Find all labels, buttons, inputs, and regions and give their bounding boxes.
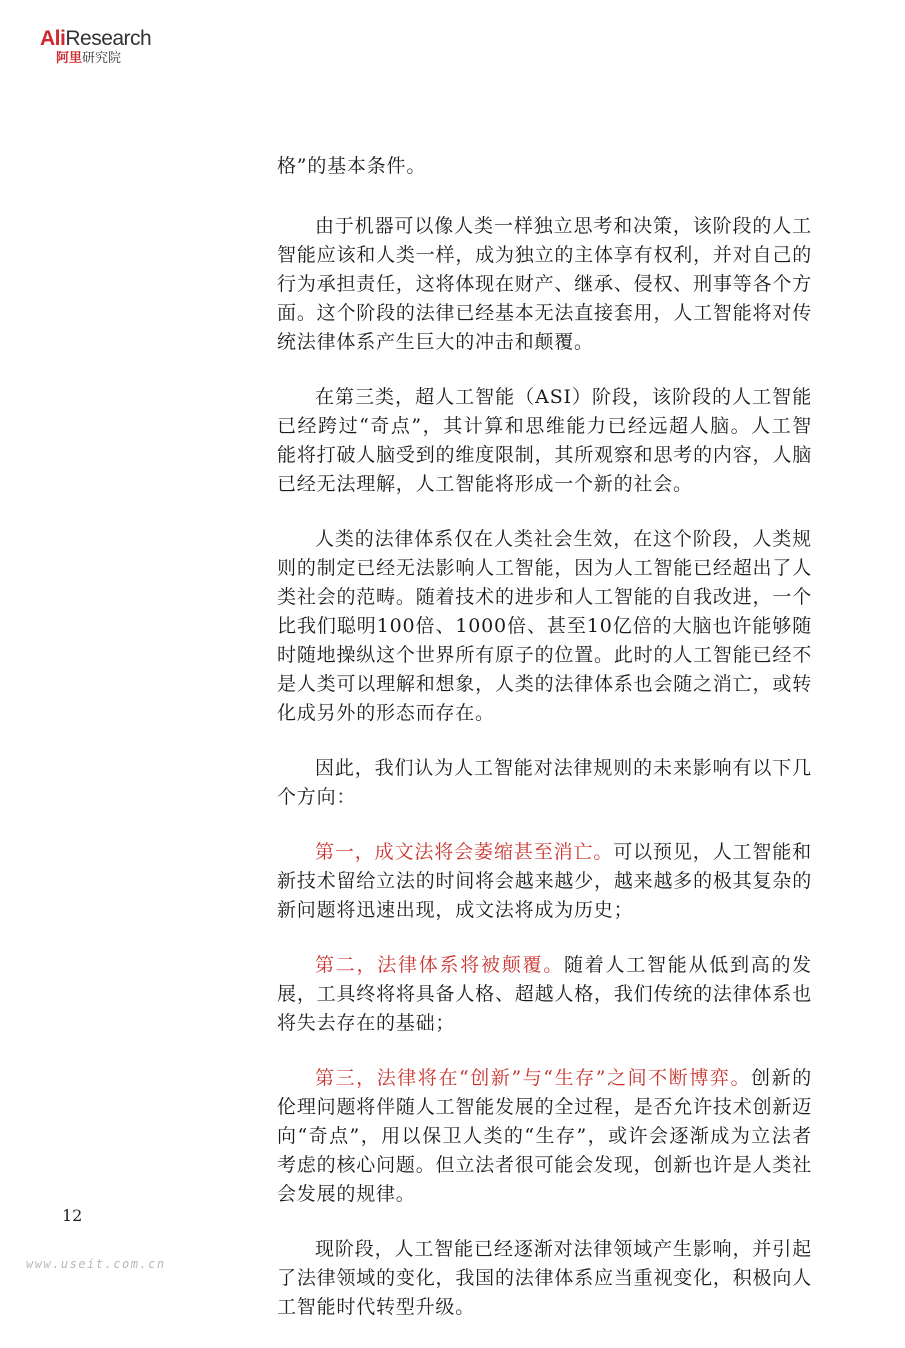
point-text: 随着人工智能从低到高的发展，工具终将将具备人格、超越人格，我们传统的法律体系也将失去存在的基础； — [277, 954, 812, 1034]
aliresearch-logo — [40, 28, 151, 64]
closing-paragraph: 现阶段，人工智能已经逐渐对法律领域产生影响，并引起了法律领域的变化，我国的法律体系应当重视变化，积极向人工智能时代转型升级。 — [277, 1238, 812, 1318]
point-text: 可以预见，人工智能和新技术留给立法的时间将会越来越少，越来越多的极其复杂的新问题将迅速出现，成文法将成为历史； — [277, 841, 812, 921]
point-heading: 第一，成文法将会萎缩甚至消亡。 — [315, 841, 614, 863]
page-number: 12 — [62, 1206, 83, 1225]
logo-wordmark: AliResearch — [40, 27, 152, 50]
point-paragraph — [277, 838, 812, 925]
watermark: www.useit.com.cn — [26, 1257, 166, 1271]
paragraph-continuation: 格”的基本条件。 — [277, 155, 427, 177]
paragraph: 人类的法律体系仅在人类社会生效，在这个阶段，人类规则的制定已经无法影响人工智能，因为人工智能已经超出了人类社会的范畴。随着技术的进步和人工智能的自我改进，一个比我们聪明100倍、1000倍、甚至10亿倍的大脑也许能够随时随地操纵这个世界所有原子的位置。此时的人工智能已经不是人类可以理解和想象，人类的法律体系也会随之消亡，或转化成另外的形态而存在。 — [277, 528, 812, 724]
paragraph: 由于机器可以像人类一样独立思考和决策，该阶段的人工智能应该和人类一样，成为独立的主体享有权利，并对自己的行为承担责任，这将体现在财产、继承、侵权、刑事等各个方面。这个阶段的法律已经基本无法直接套用，人工智能将对传统法律体系产生巨大的冲击和颠覆。 — [277, 215, 812, 353]
paragraph: 在第三类，超人工智能（ASI）阶段，该阶段的人工智能已经跨过“奇点”，其计算和思维能力已经远超人脑。人工智能将打破人脑受到的维度限制，其所观察和思考的内容，人脑已经无法理解，人工智能将形成一个新的社会。 — [277, 386, 812, 495]
logo-chinese-name: 阿里研究院 — [56, 50, 122, 65]
point-heading: 第三，法律将在“创新”与“生存”之间不断博弈。 — [315, 1067, 752, 1089]
point-text: 创新的伦理问题将伴随人工智能发展的全过程，是否允许技术创新迈向“奇点”，用以保卫人类的“生存”，或许会逐渐成为立法者考虑的核心问题。但立法者很可能会发现，创新也许是人类社会发展的规律。 — [277, 1067, 812, 1205]
point-heading: 第二，法律体系将被颠覆。 — [315, 954, 564, 976]
point-paragraph — [277, 951, 812, 1038]
point-paragraph — [277, 1064, 812, 1209]
paragraph: 因此，我们认为人工智能对法律规则的未来影响有以下几个方向： — [277, 757, 812, 808]
body-text — [277, 152, 812, 1348]
